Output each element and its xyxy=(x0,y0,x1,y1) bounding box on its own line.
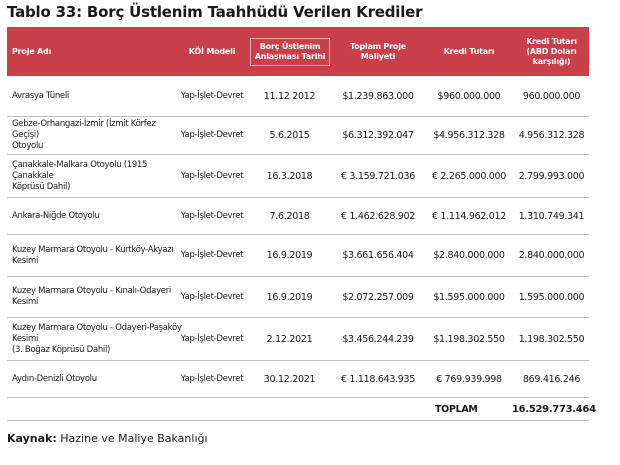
project-cell: Aydın-Denizli Otoyolu xyxy=(12,373,97,384)
credits-table xyxy=(7,27,596,421)
model-cell: Yap-İşlet-Devret xyxy=(180,250,244,260)
loan-cell: $4.956.312.328 xyxy=(433,130,505,141)
model-cell: Yap-İşlet-Devret xyxy=(180,291,244,302)
project-cell: Kuzey Marmara Otoyolu - Kınalı-Odayeri Kesimi xyxy=(12,286,171,307)
project-cell: Kuzey Marmara Otoyolu - Odayeri-Paşaköy Kesimi (3. Boğaz Köprüsü Dahil) xyxy=(12,322,182,355)
cost-cell: $2.072.257.009 xyxy=(342,291,414,303)
header-cost: Toplam Proje Maliyeti xyxy=(350,41,406,61)
date-cell: 11.12 2012 xyxy=(263,90,316,102)
project-cell: Avrasya Tüneli xyxy=(12,90,69,101)
source-text: Hazine ve Maliye Bakanlığı xyxy=(60,432,208,445)
table-title: Tablo 33: Borç Üstlenim Taahhüdü Verilen Krediler xyxy=(7,3,423,21)
cost-cell: € 3.159.721.036 xyxy=(340,170,416,182)
header-loan-usd: Kredi Tutarı (ABD Doları karşılığı) xyxy=(526,36,577,66)
loan-cell: $1.595.000.000 xyxy=(433,291,505,303)
loan-usd-cell: 4.956.312.328 xyxy=(518,130,585,141)
table-row xyxy=(7,76,589,117)
source-note xyxy=(7,432,208,445)
table-body xyxy=(7,76,589,398)
model-cell: Yap-İşlet-Devret xyxy=(180,373,244,384)
table-row xyxy=(7,235,589,277)
date-cell: 7.6.2018 xyxy=(269,210,310,222)
cost-cell: € 1.462.628.902 xyxy=(340,210,416,222)
loan-cell: € 2.265.000.000 xyxy=(431,170,507,182)
table-row xyxy=(7,318,589,361)
model-cell: Yap-İşlet-Devret xyxy=(180,333,244,344)
date-cell: 16.9.2019 xyxy=(266,250,313,261)
project-cell: Kuzey Marmara Otoyolu - Kurtköy-Akyazı Kesimi xyxy=(12,244,174,266)
loan-usd-cell: 960.000.000 xyxy=(522,90,581,102)
model-cell: Yap-İşlet-Devret xyxy=(180,210,244,221)
cost-cell: $6.312.392.047 xyxy=(342,130,414,141)
loan-usd-cell: 869.416.246 xyxy=(522,373,581,385)
total-row xyxy=(7,398,596,421)
date-cell: 16.9.2019 xyxy=(266,291,313,303)
source-label: Kaynak: xyxy=(7,432,57,445)
date-cell: 30.12.2021 xyxy=(263,373,316,385)
table-header xyxy=(7,27,589,76)
project-cell: Gebze-Orhangazi-İzmir (İzmit Körfez Geçişi) Otoyolu xyxy=(12,119,156,151)
header-loan: Kredi Tutarı xyxy=(443,46,495,56)
loan-usd-cell: 1.198.302.550 xyxy=(518,333,585,345)
date-cell: 2.12.2021 xyxy=(266,333,313,345)
loan-cell: $960.000.000 xyxy=(437,90,501,102)
header-model: KÖİ Modeli xyxy=(188,46,236,56)
loan-cell: € 1.114.962.012 xyxy=(431,210,507,222)
total-value: 16.529.773.464 xyxy=(512,403,596,415)
date-cell: 5.6.2015 xyxy=(269,130,310,141)
model-cell: Yap-İşlet-Devret xyxy=(180,130,244,140)
project-cell: Çanakkale-Malkara Otoyolu (1915 Çanakkale Köprüsü Dahil) xyxy=(12,159,148,192)
table-row xyxy=(7,117,589,155)
header-project: Proje Adı xyxy=(12,46,52,56)
table-row xyxy=(7,361,589,398)
loan-usd-cell: 2.840.000.000 xyxy=(518,250,585,261)
loan-usd-cell: 1.595.000.000 xyxy=(518,291,585,303)
table-row xyxy=(7,277,589,318)
loan-cell: $1.198.302.550 xyxy=(433,333,505,345)
project-cell: Ankara-Niğde Otoyolu xyxy=(12,210,100,221)
total-label: TOPLAM xyxy=(435,403,478,415)
table-row xyxy=(7,198,589,235)
model-cell: Yap-İşlet-Devret xyxy=(180,90,244,101)
cost-cell: $1.239.863.000 xyxy=(342,90,414,102)
cost-cell: € 1.118.643.935 xyxy=(340,373,416,385)
loan-usd-cell: 2.799.993.000 xyxy=(518,170,585,182)
cost-cell: $3.456.244.239 xyxy=(342,333,414,345)
loan-cell: $2.840.000.000 xyxy=(433,250,505,261)
header-date: Borç Üstlenim Anlaşması Tarihi xyxy=(245,27,335,76)
table-row xyxy=(7,155,589,198)
cost-cell: $3.661.656.404 xyxy=(342,250,414,261)
model-cell: Yap-İşlet-Devret xyxy=(180,170,244,181)
date-cell: 16.3.2018 xyxy=(266,170,313,182)
loan-usd-cell: 1.310.749.341 xyxy=(518,210,585,222)
loan-cell: € 769.939.998 xyxy=(436,373,502,385)
